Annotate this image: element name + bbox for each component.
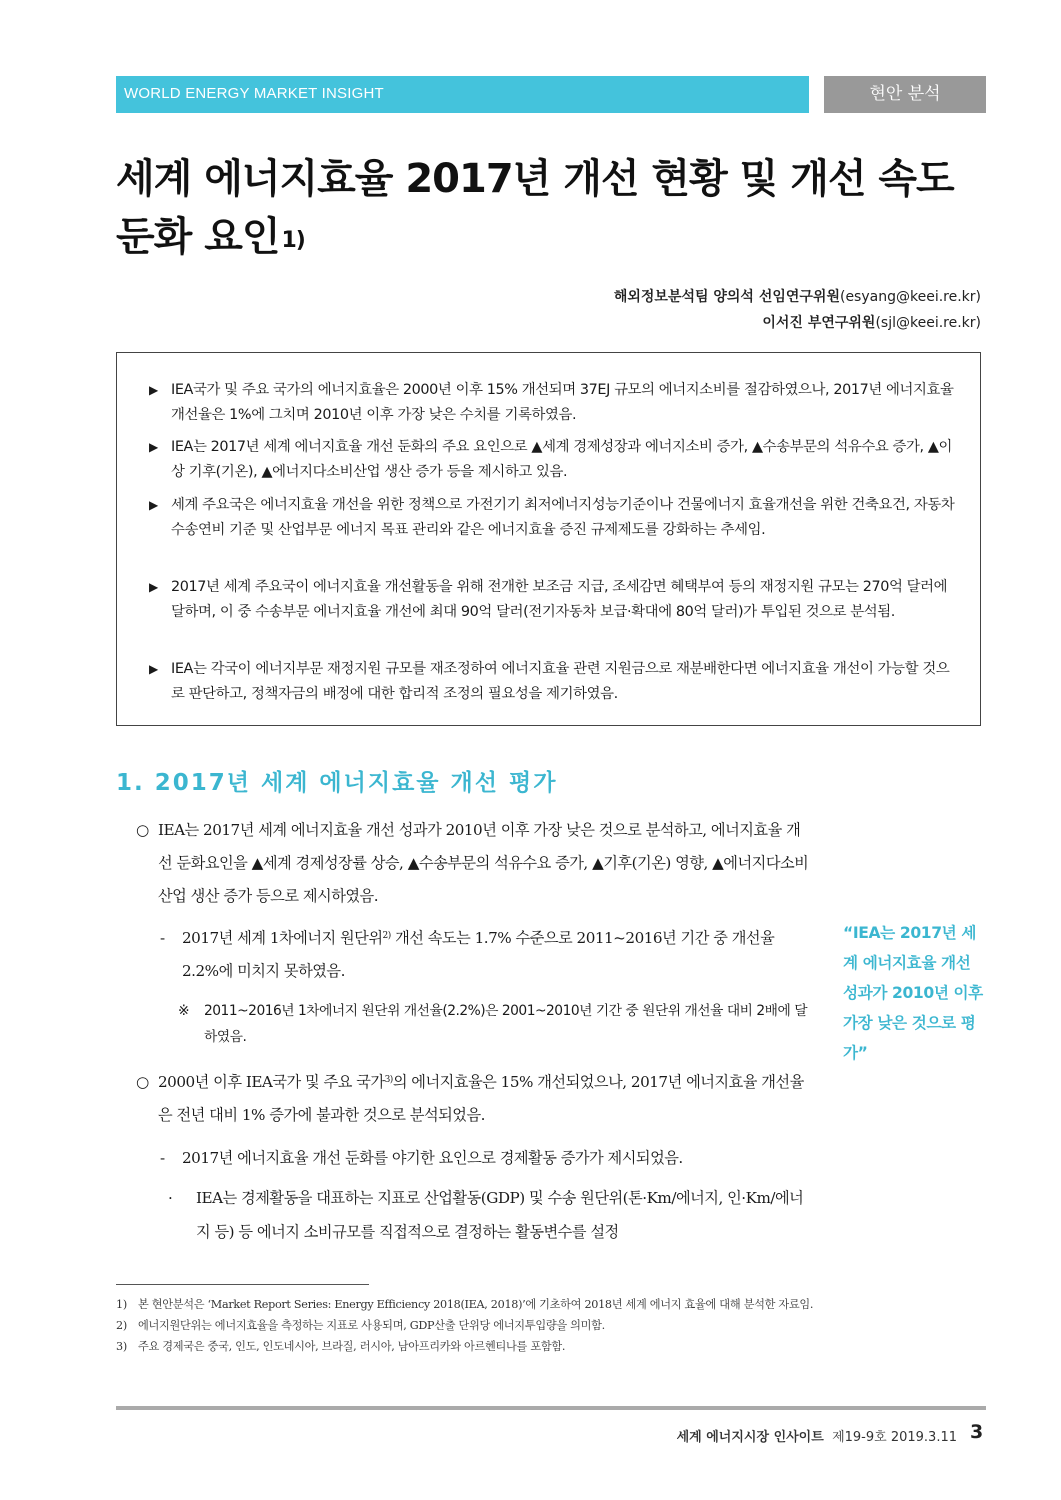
bullet-arrow-icon: ▶ [149, 662, 158, 676]
series-label: WORLD ENERGY MARKET INSIGHT [124, 85, 384, 102]
footnote-ref[interactable]: 3) [384, 1075, 393, 1085]
author-2-name: 이서진 부연구위원 [762, 315, 876, 331]
note-mark-icon: ※ [178, 1003, 190, 1019]
page-number: 3 [970, 1421, 984, 1443]
summary-item [149, 657, 957, 707]
category-tag: 현안 분석 [824, 76, 986, 113]
dash-item [160, 922, 812, 988]
footer-publication [677, 1426, 957, 1445]
dot-bullet: · [168, 1189, 173, 1207]
footnotes [116, 1294, 816, 1357]
footnote-text: 에너지원단위는 에너지효율을 측정하는 지표로 사용되며, GDP산출 단위당 에너지투입량을 의미함. [138, 1319, 605, 1332]
body-paragraph [136, 814, 812, 913]
footnote-number: 1) [116, 1298, 127, 1311]
footnote [116, 1294, 816, 1315]
circle-bullet-icon: ○ [136, 1073, 149, 1091]
bullet-arrow-icon: ▶ [149, 580, 158, 594]
summary-item-text: IEA는 2017년 세계 에너지효율 개선 둔화의 주요 요인으로 ▲세계 경제성장과 에너지소비 증가, ▲수송부문의 석유수요 증가, ▲이상 기후(기온), ▲에너지다소비산업 생산 증가 등을 제시하고 있음. [171, 439, 953, 480]
author-2 [762, 312, 981, 332]
publication-name: 세계 에너지시장 인사이트 [676, 1430, 824, 1445]
author-1 [614, 286, 981, 306]
title-line-2-text: 둔화 요인 [116, 214, 280, 260]
body-paragraph [136, 1066, 812, 1132]
paragraph-text-a: 2000년 이후 IEA국가 및 주요 국가 [158, 1073, 385, 1091]
summary-item [149, 435, 957, 485]
bullet-arrow-icon: ▶ [149, 498, 158, 512]
summary-item-text: 2017년 세계 주요국이 에너지효율 개선활동을 위해 전개한 보조금 지급, 조세감면 혜택부여 등의 재정지원 규모는 270억 달러에 달하며, 이 중 수송부문 에너지효율 개선에 최대 90억 달러(전기자동차 보급·확대에 80억 달러)가 투입된 것으로 분석됨. [171, 579, 948, 620]
footnote-divider [116, 1284, 369, 1285]
title-line-1: 세계 에너지효율 2017년 개선 현황 및 개선 속도 [116, 156, 954, 202]
summary-item-text: IEA는 각국이 에너지부문 재정지원 규모를 재조정하여 에너지효율 관련 지원금으로 재분배한다면 에너지효율 개선이 가능할 것으로 판단하고, 정책자금의 배정에 대한 합리적 조정의 필요성을 제기하였음. [171, 661, 950, 702]
summary-item-text: IEA국가 및 주요 국가의 에너지효율은 2000년 이후 15% 개선되며 37EJ 규모의 에너지소비를 절감하였으나, 2017년 에너지효율 개선율은 1%에 그치며 2010년 이후 가장 낮은 수치를 기록하였음. [171, 382, 954, 423]
footnote-text: 본 현안분석은 ‘Market Report Series: Energy Efficiency 2018(IEA, 2018)’에 기초하여 2018년 세계 에너지 효율에 대해 분석한 자료임. [138, 1298, 814, 1311]
summary-item [149, 378, 957, 428]
note-item [178, 998, 812, 1050]
summary-item [149, 493, 957, 543]
footer-divider [116, 1406, 986, 1410]
dot-item [166, 1181, 812, 1249]
title-footnote-ref[interactable]: 1) [281, 228, 305, 253]
note-text: 2011~2016년 1차에너지 원단위 개선율(2.2%)은 2001~2010년 기간 중 원단위 개선율 대비 2배에 달하였음. [204, 1003, 808, 1045]
dash-item-text-b: 개선 속도는 1.7% 수준으로 2011~2016년 기간 중 개선율 2.2%에 미치지 못하였음. [182, 929, 775, 980]
series-header-bar [116, 76, 809, 113]
circle-bullet-icon: ○ [136, 821, 149, 839]
author-1-email[interactable]: (esyang@keei.re.kr) [839, 289, 981, 305]
title-line-2 [116, 208, 976, 266]
dash-item [160, 1142, 812, 1175]
paragraph-text-b: 의 에너지효율은 15% 개선되었으나, 2017년 에너지효율 개선율은 전년 대비 1% 증가에 불과한 것으로 분석되었음. [158, 1073, 804, 1124]
dot-item-text: IEA는 경제활동을 대표하는 지표로 산업활동(GDP) 및 수송 원단위(톤·Km/에너지, 인·Km/에너지 등) 등 에너지 소비규모를 직접적으로 결정하는 활동변수를 설정 [196, 1189, 804, 1241]
footnote [116, 1315, 816, 1336]
footnote-number: 3) [116, 1340, 127, 1353]
footnote-number: 2) [116, 1319, 127, 1332]
paragraph-text: IEA는 2017년 세계 에너지효율 개선 성과가 2010년 이후 가장 낮은 것으로 분석하고, 에너지효율 개선 둔화요인을 ▲세계 경제성장률 상승, ▲수송부문의 석유수요 증가, ▲기후(기온) 영향, ▲에너지다소비산업 생산 증가 등으로 제시하였음. [158, 821, 809, 905]
dash-bullet: - [160, 929, 165, 947]
bullet-arrow-icon: ▶ [149, 440, 158, 454]
author-1-name: 해외정보분석팀 양의석 선임연구위원 [613, 289, 840, 305]
pull-quote: “IEA는 2017년 세계 에너지효율 개선 성과가 2010년 이후 가장 낮은 것으로 평가” [843, 924, 983, 1062]
page-title [116, 150, 976, 266]
section-heading: 1. 2017년 세계 에너지효율 개선 평가 [116, 770, 558, 796]
author-2-email[interactable]: (sjl@keei.re.kr) [875, 315, 981, 331]
summary-item-text: 세계 주요국은 에너지효율 개선을 위한 정책으로 가전기기 최저에너지성능기준이나 건물에너지 효율개선을 위한 건축요건, 자동차 수송연비 기준 및 산업부문 에너지 목표 관리와 같은 에너지효율 증진 규제제도를 강화하는 추세임. [171, 497, 955, 538]
summary-item [149, 575, 957, 625]
footnote-ref[interactable]: 2) [382, 931, 391, 941]
footnote [116, 1336, 816, 1357]
dash-item-text-a: 2017년 세계 1차에너지 원단위 [182, 929, 383, 947]
issue-info: 제19-9호 2019.3.11 [832, 1430, 957, 1445]
footnote-text: 주요 경제국은 중국, 인도, 인도네시아, 브라질, 러시아, 남아프리카와 아르헨티나를 포함함. [138, 1340, 566, 1353]
summary-box [116, 352, 981, 726]
dash-bullet: - [160, 1149, 165, 1167]
bullet-arrow-icon: ▶ [149, 383, 158, 397]
dash-item-text: 2017년 에너지효율 개선 둔화를 야기한 요인으로 경제활동 증가가 제시되었음. [182, 1149, 683, 1167]
